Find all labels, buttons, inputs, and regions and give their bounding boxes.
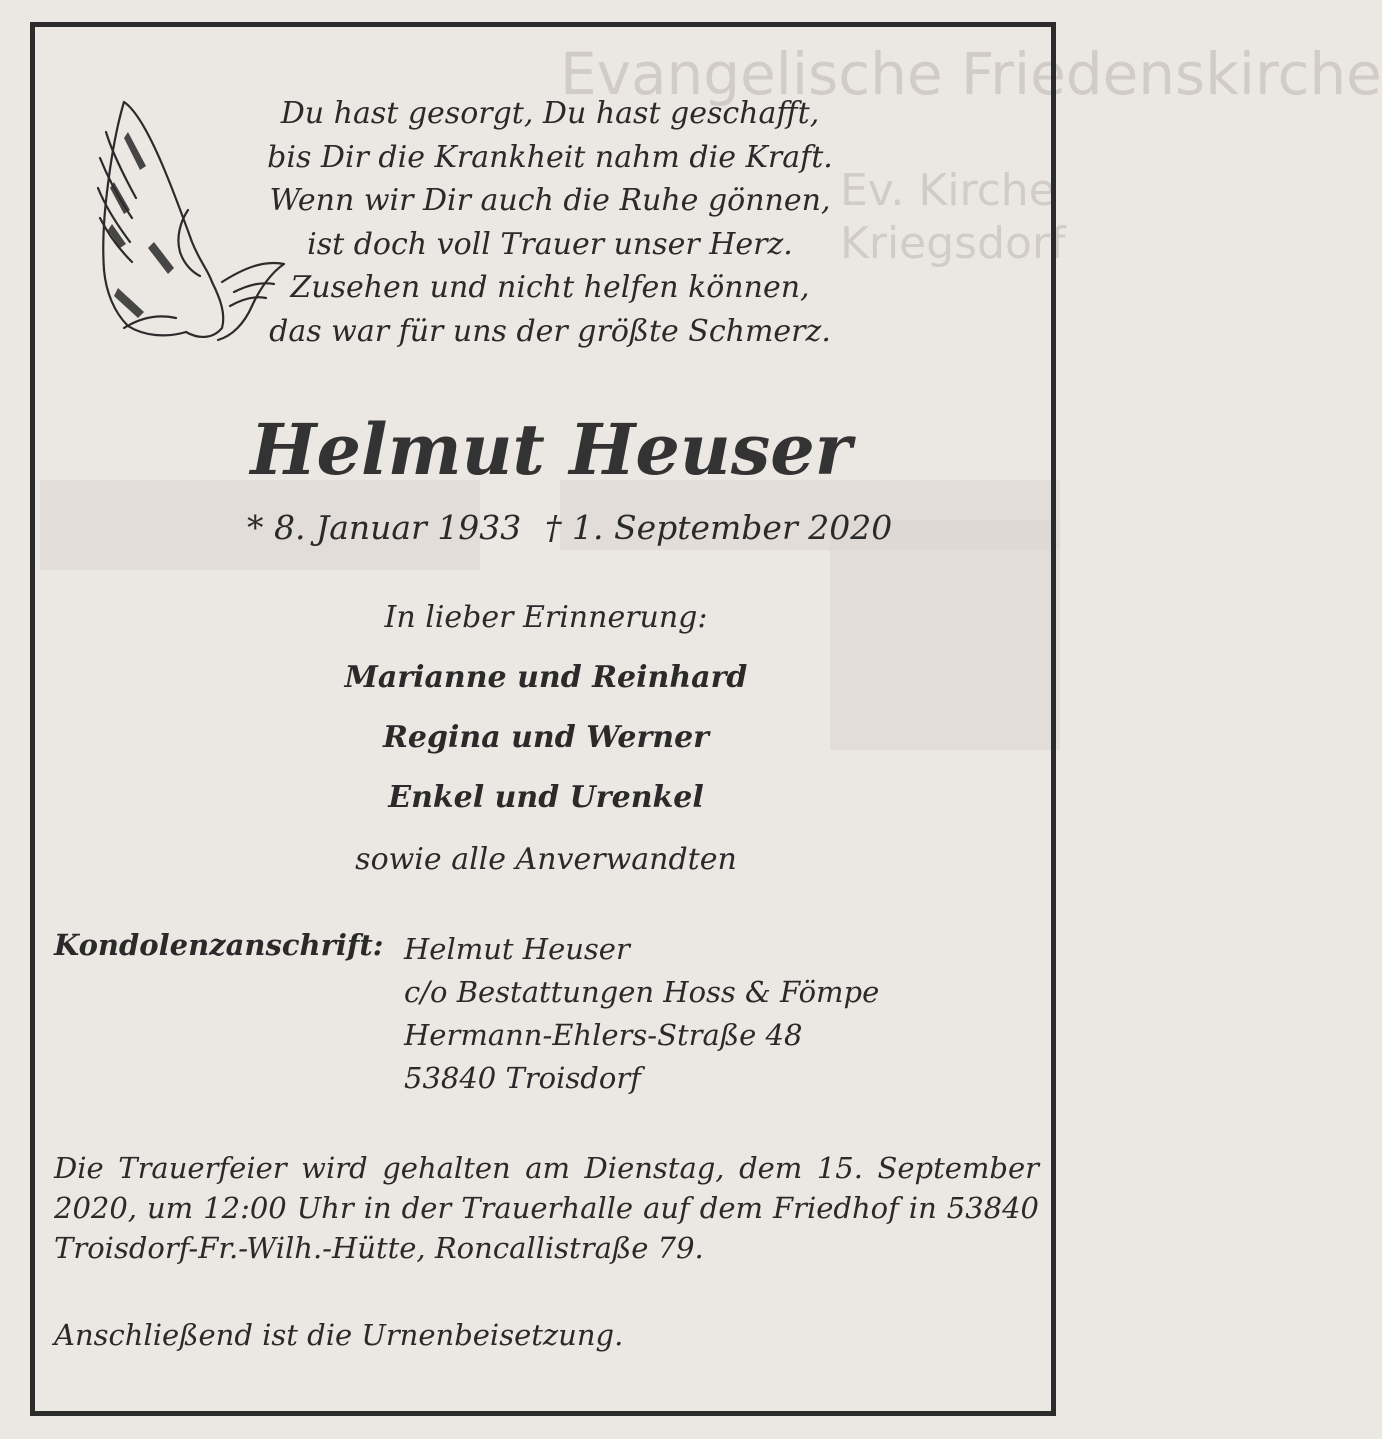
mourner-family: Marianne und Reinhard bbox=[344, 660, 748, 695]
bleed-through-text: Ev. Kirche bbox=[840, 165, 1056, 216]
poem-line: bis Dir die Krankheit nahm die Kraft. bbox=[267, 139, 833, 175]
poem-line: Zusehen und nicht helfen können, bbox=[290, 270, 810, 305]
address-line: c/o Bestattungen Hoss & Fömpe bbox=[404, 975, 880, 1009]
birth-date: * 8. Januar 1933 bbox=[247, 508, 522, 547]
poem-line: das war für uns der größte Schmerz. bbox=[269, 313, 831, 349]
poem-line: Wenn wir Dir auch die Ruhe gönnen, bbox=[269, 183, 831, 218]
poem bbox=[250, 92, 850, 353]
address-line: Helmut Heuser bbox=[404, 932, 630, 966]
mourner-relatives: sowie alle Anverwandten bbox=[355, 842, 737, 877]
mourner-family: Regina und Werner bbox=[383, 720, 709, 755]
address-line: 53840 Troisdorf bbox=[404, 1061, 641, 1095]
condolence-address bbox=[404, 928, 879, 1100]
poem-line: ist doch voll Trauer unser Herz. bbox=[307, 226, 793, 262]
ceremony-details: Die Trauerfeier wird gehalten am Dienstag, dem 15. September 2020, um 12:00 Uhr in der Trauerhalle auf dem Friedhof in 53840 Troisdorf-Fr.-Wilh.-Hütte, Roncallistraße 79. bbox=[54, 1151, 1039, 1265]
mourner-family: Enkel und Urenkel bbox=[388, 780, 704, 815]
condolence-label: Kondolenzanschrift: bbox=[54, 928, 384, 962]
bleed-through-text: Kriegsdorf bbox=[840, 218, 1066, 269]
address-line: Hermann-Ehlers-Straße 48 bbox=[404, 1018, 803, 1052]
poem-line: Du hast gesorgt, Du hast geschafft, bbox=[280, 96, 820, 131]
memory-intro: In lieber Erinnerung: bbox=[384, 600, 708, 635]
ceremony-closing: Anschließend ist die Urnenbeisetzung. bbox=[54, 1318, 624, 1352]
deceased-name: Helmut Heuser bbox=[250, 408, 852, 491]
bleed-through-text: Evangelische Friedenskirche bbox=[560, 40, 1382, 108]
death-date: † 1. September 2020 bbox=[545, 508, 893, 547]
